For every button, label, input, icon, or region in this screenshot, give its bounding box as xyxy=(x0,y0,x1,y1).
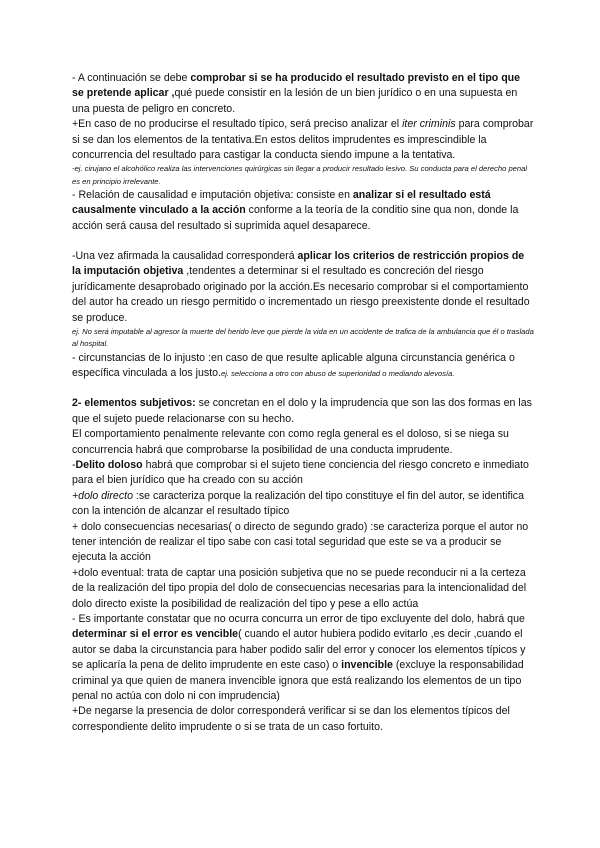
inline-example-note: ej. selecciona a otro con abuso de superioridad o mediando alevosía. xyxy=(221,368,455,378)
text-run: qué puede consistir en la lesión de un bien jurídico o en una supuesta en una puesta de peligro en concreto. xyxy=(72,87,518,115)
bold-run: analizar si el resultado está causalmente vinculado a la acción xyxy=(72,188,491,217)
bold-run: 2- elementos subjetivos: xyxy=(72,397,196,410)
text-run: - xyxy=(72,458,76,471)
text-run: +De negarse la presencia de dolor corresponderá verificar si se dan los elementos típicos del correspondiente delito imprudente o si se trata de un caso fortuito. xyxy=(72,705,510,733)
paragraph xyxy=(72,458,534,489)
paragraph xyxy=(72,427,534,458)
paragraph xyxy=(72,704,534,735)
text-run: (excluye la responsabilidad criminal ya que quien de manera invencible ignora que está realizando los elementos de un tipo penal no actúa con dolo ni con imprudencia) xyxy=(72,659,524,703)
text-run: ej. No será imputable al agresor la muerte del herido leve que pierde la vida en un accidente de trafica de la ambulancia que él o traslada al hospital. xyxy=(72,327,534,349)
text-run: -ej. cirujano el alcohólico realiza las intervenciones quirúrgicas sin llegar a producir resultado lesivo. Su conducta para el derecho penal es en principio irrelevante. xyxy=(72,164,528,186)
bold-run: comprobar si se ha producido el resultado previsto en el tipo que se pretende aplicar , xyxy=(72,72,521,100)
text-run: para comprobar si se dan los elementos de la tentativa.En estos delitos imprudentes es imprescindible la concurrencia del resultado para castigar la conducta siendo impune a la tentativa. xyxy=(72,118,534,162)
paragraph xyxy=(72,249,534,326)
bold-run: determinar si el error es vencible xyxy=(72,628,239,641)
example-note xyxy=(72,163,534,187)
text-run: :se caracteriza porque la realización del tipo constituye el fin del autor, se identifica con la intención de alcanzar el resultado típico xyxy=(72,489,524,518)
bold-run: invencible xyxy=(341,659,393,672)
paragraph xyxy=(72,351,534,382)
paragraph xyxy=(72,489,534,520)
text-run: ( cuando el autor hubiera podido evitarlo ,es decir ,cuando el autor se daba la circunstancia para haber podido salir del error y conocer los elementos típicos y se aplicaría la pena de delito imprudente en este caso) o xyxy=(72,628,526,672)
text-run: habrá que comprobar si el sujeto tiene conciencia del riesgo concreto e inmediato para el bien jurídico que ha creado con su acción xyxy=(72,458,529,487)
text-run: se concretan en el dolo y la imprudencia que son las dos formas en las que el sujeto puede relacionarse con su hecho. xyxy=(72,397,532,425)
text-run: - A continuación se debe xyxy=(72,72,191,84)
paragraph xyxy=(72,396,534,427)
text-run: +dolo eventual: trata de captar una posición subjetiva que no se puede reconducir ni a la certeza de la realización del tipo propia del dolo de consecuencias necesarias para la intencionalidad del dolo directo existe la posibilidad de realización del tipo y pese a ello actúa xyxy=(72,566,527,610)
italic-run: +dolo directo xyxy=(72,489,133,502)
text-run: - Es importante constatar que no ocurra concurra un error de tipo excluyente del dolo, habrá que xyxy=(72,613,525,625)
text-run: + dolo consecuencias necesarias( o directo de segundo grado) :se caracteriza porque el autor no tener intención de realizar el tipo sabe con casi total seguridad que este se va a producir se ejecuta la acción xyxy=(72,520,529,564)
text-run: - circunstancias de lo injusto :en caso de que resulte aplicable alguna circunstancia genérica o específica vinculada a los justo. xyxy=(72,351,515,379)
paragraph xyxy=(72,566,534,612)
text-run: El comportamiento penalmente relevante con como regla general es el doloso, si se niega su concurrencia habrá que comprobarse la posibilidad de una conducta imprudente. xyxy=(72,428,509,456)
paragraph-gap xyxy=(72,381,534,396)
bold-run: Delito doloso xyxy=(75,458,143,471)
paragraph xyxy=(72,188,534,234)
bold-run: aplicar los criterios de restricción propios de la imputación objetiva xyxy=(72,250,525,278)
paragraph xyxy=(72,117,534,163)
text-run: -Una vez afirmada la causalidad corresponderá xyxy=(72,250,298,263)
text-run: +En caso de no producirse el resultado típico, será preciso analizar el xyxy=(72,118,403,131)
paragraph-gap xyxy=(72,234,534,249)
paragraph xyxy=(72,612,534,704)
example-note xyxy=(72,326,534,350)
text-run: ,tendentes a determinar si el resultado es concreción del riesgo jurídicamente desaprobado originado por la acción.Es necesario comprobar si el comportamiento del autor ha creado un riesgo permitido o incrementado un riesgo preexistente donde el resultado se produce. xyxy=(72,265,530,324)
paragraph xyxy=(72,71,534,117)
italic-run: iter criminis xyxy=(402,118,456,131)
text-run: - Relación de causalidad e imputación objetiva: consiste en xyxy=(72,188,353,201)
paragraph xyxy=(72,520,534,566)
text-run: conforme a la teoría de la conditio sine qua non, donde la acción será causa del resultado si suprimida aquel desaparece. xyxy=(72,204,519,232)
